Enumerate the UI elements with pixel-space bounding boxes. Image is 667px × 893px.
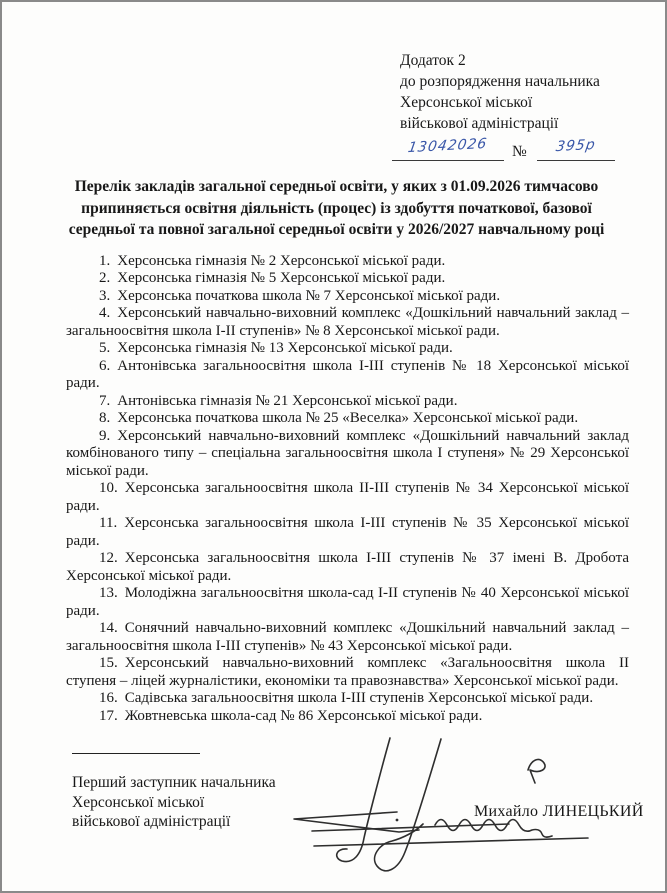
- handwritten-date: 13042026: [407, 135, 489, 157]
- list-item-number: 1.: [99, 252, 111, 269]
- list-item-number: 3.: [99, 287, 111, 304]
- school-list: [66, 253, 629, 726]
- list-item-text: Садівська загальноосвітня школа І-ІІІ ступенів Херсонської міської ради.: [124, 690, 594, 706]
- list-item: [66, 480, 629, 515]
- document-title: [36, 176, 637, 241]
- list-item-number: 7.: [99, 392, 111, 409]
- list-item: [66, 393, 629, 411]
- list-item: [66, 620, 629, 655]
- signature-stroke: [375, 739, 441, 871]
- signature-ink: [287, 702, 657, 880]
- list-item: [66, 410, 629, 428]
- list-item-number: 6.: [99, 357, 111, 374]
- signature-stroke: [435, 820, 552, 838]
- list-item-text: Молодіжна загальноосвітня школа-сад І-ІІ ступенів № 40 Херсонської міської ради.: [66, 585, 629, 619]
- list-item-number: 13.: [99, 585, 118, 601]
- header-line-order: до розпорядження начальника: [400, 73, 600, 90]
- list-item-text: Херсонський навчально-виховний комплекс «Дошкільний навчальний заклад комбінованого типу – спеціальна загальноосвітня школа І ступеня» № 29 Херсонської міської ради.: [66, 427, 629, 479]
- pen-mark: [528, 759, 545, 783]
- list-item: [66, 358, 629, 393]
- list-item-number: 17.: [99, 707, 118, 724]
- signer-name: Михайло ЛИНЕЦЬКИЙ: [474, 803, 644, 820]
- list-item-text: Антонівська гімназія № 21 Херсонської міської ради.: [117, 392, 458, 409]
- list-item-number: 9.: [99, 427, 111, 444]
- list-item-number: 15.: [99, 655, 118, 671]
- list-item-number: 10.: [99, 480, 118, 496]
- list-item: [66, 515, 629, 550]
- signature-stroke: [337, 738, 390, 862]
- list-item-text: Херсонська загальноосвітня школа І-ІІІ ступенів № 35 Херсонської міської ради.: [66, 515, 629, 549]
- list-item-text: Антонівська загальноосвітня школа І-ІІІ ступенів № 18 Херсонської міської ради.: [66, 357, 629, 391]
- list-item: [66, 708, 629, 726]
- title-line-2: припиняється освітня діяльність (процес) із здобуття початкової, базової: [81, 199, 592, 217]
- date-blank-line: [392, 135, 504, 161]
- list-item-text: Жовтневська школа-сад № 86 Херсонської міської ради.: [124, 707, 483, 724]
- signer-position-line-2: Херсонської міської: [72, 793, 205, 811]
- list-item-text: Сонячний навчально-виховний комплекс «Дошкільний навчальний заклад – загальноосвітня школа І-ІІІ ступенів» № 43 Херсонської міської ради.: [66, 620, 629, 654]
- number-sign: №: [512, 143, 527, 160]
- header-line-administration: військової адміністрації: [400, 115, 559, 132]
- list-item-text: Херсонський навчально-виховний комплекс «Дошкільний навчальний заклад – загальноосвітня школа І-ІІ ступенів» № 8 Херсонської міської ради.: [66, 305, 629, 339]
- signer-position-line-3: військової адміністрації: [72, 813, 231, 830]
- signer-position-line-1: Перший заступник начальника: [72, 774, 276, 791]
- list-item-text: Херсонська початкова школа № 7 Херсонської міської ради.: [117, 287, 501, 304]
- signature-stroke: [312, 824, 509, 831]
- header-line-appendix: Додаток 2: [400, 52, 466, 69]
- list-item: [66, 253, 629, 271]
- list-item-text: Херсонська загальноосвітня школа ІІ-ІІІ ступенів № 34 Херсонської міської ради.: [66, 480, 629, 514]
- list-item: [66, 655, 629, 690]
- list-item-number: 16.: [99, 690, 118, 706]
- number-blank-line: [537, 136, 615, 161]
- list-item-text: Херсонська гімназія № 2 Херсонської міської ради.: [117, 252, 446, 269]
- list-item-text: Херсонська загальноосвітня школа І-ІІІ ступенів № 37 імені В. Дробота Херсонської міської ради.: [66, 550, 629, 584]
- title-line-1: Перелік закладів загальної середньої освіти, у яких з 01.09.2026 тимчасово: [74, 178, 599, 195]
- title-line-3: середньої та повної загальної середньої освіти у 2026/2027 навчальному році: [68, 221, 605, 238]
- signature-stroke: [314, 838, 588, 846]
- list-item: [66, 305, 629, 340]
- header-block: [400, 50, 645, 134]
- list-item: [66, 550, 629, 585]
- list-item: [66, 270, 629, 288]
- list-item-text: Херсонська гімназія № 13 Херсонської міської ради.: [117, 340, 453, 356]
- list-item: [66, 585, 629, 620]
- header-line-city: Херсонської міської: [400, 94, 533, 111]
- list-item-number: 11.: [99, 515, 118, 531]
- signature-stroke: [294, 812, 419, 832]
- signature-dot: [396, 819, 399, 822]
- list-item: [66, 288, 629, 306]
- list-item-number: 5.: [99, 340, 111, 356]
- blank-signature-line: [72, 753, 200, 754]
- date-number-row: [392, 135, 645, 164]
- list-item-number: 14.: [99, 620, 118, 636]
- list-item: [66, 428, 629, 481]
- list-item-text: Херсонська початкова школа № 25 «Веселка» Херсонської міської ради.: [117, 410, 579, 426]
- list-item-number: 12.: [99, 550, 118, 566]
- list-item: [66, 690, 629, 708]
- list-item-number: 8.: [99, 410, 111, 426]
- list-item-text: Херсонська гімназія № 5 Херсонської міської ради.: [117, 270, 446, 286]
- list-item-number: 4.: [99, 305, 111, 321]
- list-item: [66, 340, 629, 358]
- handwritten-number: 395р: [554, 136, 597, 156]
- list-item-number: 2.: [99, 270, 111, 286]
- signer-position-block: [72, 773, 276, 832]
- list-item-text: Херсонський навчально-виховний комплекс «Загальноосвітня школа ІІ ступеня – ліцей журналістики, економіки та правознавства» Херсонської міської ради.: [66, 655, 629, 689]
